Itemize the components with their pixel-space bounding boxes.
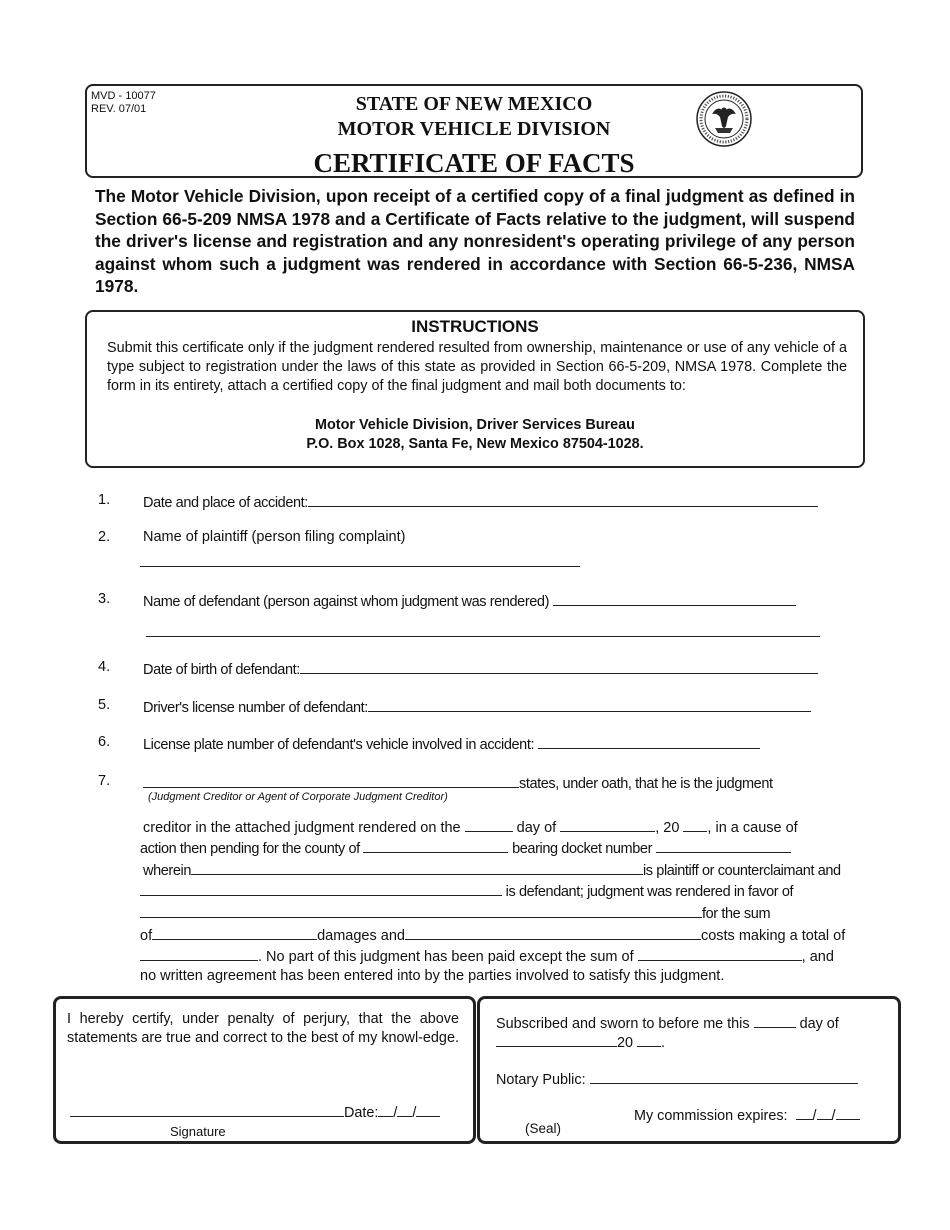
sworn-year-input[interactable] <box>637 1032 661 1047</box>
signature-label: Signature <box>170 1124 226 1139</box>
text: is defendant; judgment was rendered in favor of <box>505 884 794 900</box>
docket-input[interactable] <box>656 838 791 853</box>
text: day of <box>516 820 557 836</box>
mailing-address <box>87 416 863 454</box>
text: is plaintiff or counterclaimant and <box>642 863 841 879</box>
field-plaintiff-label: Name of plaintiff (person filing complaint) <box>143 529 406 545</box>
plaintiff-input[interactable] <box>140 552 580 567</box>
creditor-caption: (Judgment Creditor or Agent of Corporate Judgment Creditor) <box>148 791 448 803</box>
date-day-input[interactable] <box>397 1102 412 1117</box>
text: damages and <box>317 928 405 944</box>
license-input[interactable] <box>368 697 811 712</box>
field-accident <box>143 492 818 511</box>
field-license <box>143 697 811 716</box>
favor-input[interactable] <box>140 903 702 918</box>
text: 20 <box>617 1035 634 1051</box>
text: of <box>140 928 153 944</box>
seal-label: (Seal) <box>525 1121 562 1136</box>
address-line-1: Motor Vehicle Division, Driver Services Bureau <box>315 417 635 433</box>
division-name: MOTOR VEHICLE DIVISION <box>337 118 611 140</box>
commission-label: My commission expires: <box>634 1108 788 1124</box>
signature-row: Date: / / <box>70 1102 440 1123</box>
item7-line <box>143 817 798 836</box>
certification-text: I hereby certify, under penalty of perjury, that the above statements are true and correct to the best of my knowl-edge. <box>67 1011 459 1046</box>
state-name: STATE OF NEW MEXICO <box>355 93 593 115</box>
date-month-input[interactable] <box>378 1102 393 1117</box>
text: , and <box>801 949 834 965</box>
certification-box <box>53 996 476 1144</box>
revision-date: REV. 07/01 <box>91 103 147 115</box>
commission-year-input[interactable] <box>836 1105 860 1120</box>
total-input[interactable] <box>140 946 258 961</box>
field-label: Date of birth of defendant: <box>143 662 300 678</box>
notary-input[interactable] <box>590 1069 858 1084</box>
intro-paragraph: The Motor Vehicle Division, upon receipt of a certified copy of a final judgment as defined in Section 66-5-209 NMSA 1978 and a Certificate of Facts relative to the judgment, will suspend the driver's license and registration and any nonresident's operating privilege of any person against whom such a judgment was rendered in accordance with Section 66-5-236, NMSA 1978. <box>95 186 855 296</box>
text: action then pending for the county of <box>140 841 360 857</box>
form-number: MVD - 10077 <box>91 90 156 102</box>
notary-line1 <box>496 1013 839 1034</box>
item-number: 2. <box>98 529 111 545</box>
date-label: Date: <box>344 1105 379 1121</box>
commission-month-input[interactable] <box>796 1105 813 1120</box>
field-label: states, under oath, that he is the judgment <box>519 776 773 792</box>
field-dob <box>143 659 818 678</box>
notary-label: Notary Public: <box>496 1072 586 1088</box>
text: , 20 <box>655 820 680 836</box>
plaintiff-name-input[interactable] <box>191 860 643 875</box>
text: , in a cause of <box>707 820 798 836</box>
defendant-input-line2[interactable] <box>146 622 820 637</box>
field-creditor <box>143 773 773 792</box>
instructions-title: INSTRUCTIONS <box>411 317 539 336</box>
item-number: 6. <box>98 734 111 750</box>
sworn-day-input[interactable] <box>754 1013 796 1028</box>
text: for the sum <box>702 906 771 922</box>
creditor-input[interactable] <box>143 773 519 788</box>
damages-input[interactable] <box>152 925 317 940</box>
text: day of <box>799 1016 839 1032</box>
field-label: Name of defendant (person against whom judgment was rendered) <box>143 594 550 610</box>
defendant-name-input[interactable] <box>140 881 502 896</box>
plate-input[interactable] <box>538 734 760 749</box>
paid-input[interactable] <box>638 946 802 961</box>
item7-line <box>140 881 793 900</box>
item7-line <box>140 946 834 965</box>
item-number: 1. <box>98 492 111 508</box>
dob-input[interactable] <box>300 659 818 674</box>
text: . No part of this judgment has been paid except the sum of <box>258 949 634 965</box>
commission-row: My commission expires: / / <box>634 1105 860 1126</box>
item7-line <box>143 860 841 879</box>
defendant-input[interactable] <box>553 591 796 606</box>
address-line-2: P.O. Box 1028, Santa Fe, New Mexico 87504-1028. <box>306 436 644 452</box>
field-plate <box>143 734 760 753</box>
header-box <box>85 84 863 178</box>
page-title: CERTIFICATE OF FACTS <box>313 148 635 178</box>
text: wherein <box>143 863 191 879</box>
item-number: 5. <box>98 697 111 713</box>
instructions-body: Submit this certificate only if the judgment rendered resulted from ownership, maintenance or use of any vehicle of a type subject to registration under the laws of this state as provided in Section 66-5-209, NMSA 1978. Complete the form in its entirety, attach a certified copy of the final judgment and mail both documents to: <box>107 340 847 394</box>
accident-input[interactable] <box>308 492 818 507</box>
text: costs making a total of <box>700 928 846 944</box>
text: bearing docket number <box>512 841 652 857</box>
signature-input[interactable] <box>70 1102 344 1117</box>
item7-line: no written agreement has been entered into by the parties involved to satisfy this judgment. <box>140 968 725 984</box>
item-number: 4. <box>98 659 111 675</box>
item-number: 3. <box>98 591 111 607</box>
instructions-box <box>85 310 865 468</box>
notary-line2: 20 . <box>496 1032 665 1053</box>
field-label: Date and place of accident: <box>143 495 308 511</box>
item7-line <box>140 838 791 857</box>
notary-box <box>477 996 901 1144</box>
text: Subscribed and sworn to before me this <box>496 1016 750 1032</box>
month-input[interactable] <box>560 817 655 832</box>
state-seal-icon <box>695 90 753 148</box>
item-number: 7. <box>98 773 111 789</box>
field-label: Driver's license number of defendant: <box>143 700 368 716</box>
field-label: License plate number of defendant's vehicle involved in accident: <box>143 737 535 753</box>
costs-input[interactable] <box>405 925 701 940</box>
notary-public-row <box>496 1069 858 1090</box>
commission-day-input[interactable] <box>817 1105 832 1120</box>
item7-line <box>140 903 770 922</box>
date-year-input[interactable] <box>416 1102 440 1117</box>
day-input[interactable] <box>465 817 513 832</box>
field-defendant <box>143 591 796 610</box>
sworn-month-input[interactable] <box>496 1032 617 1047</box>
county-input[interactable] <box>363 838 508 853</box>
item7-line <box>140 925 845 944</box>
text: creditor in the attached judgment rendered on the <box>143 820 461 836</box>
year-input[interactable] <box>683 817 707 832</box>
